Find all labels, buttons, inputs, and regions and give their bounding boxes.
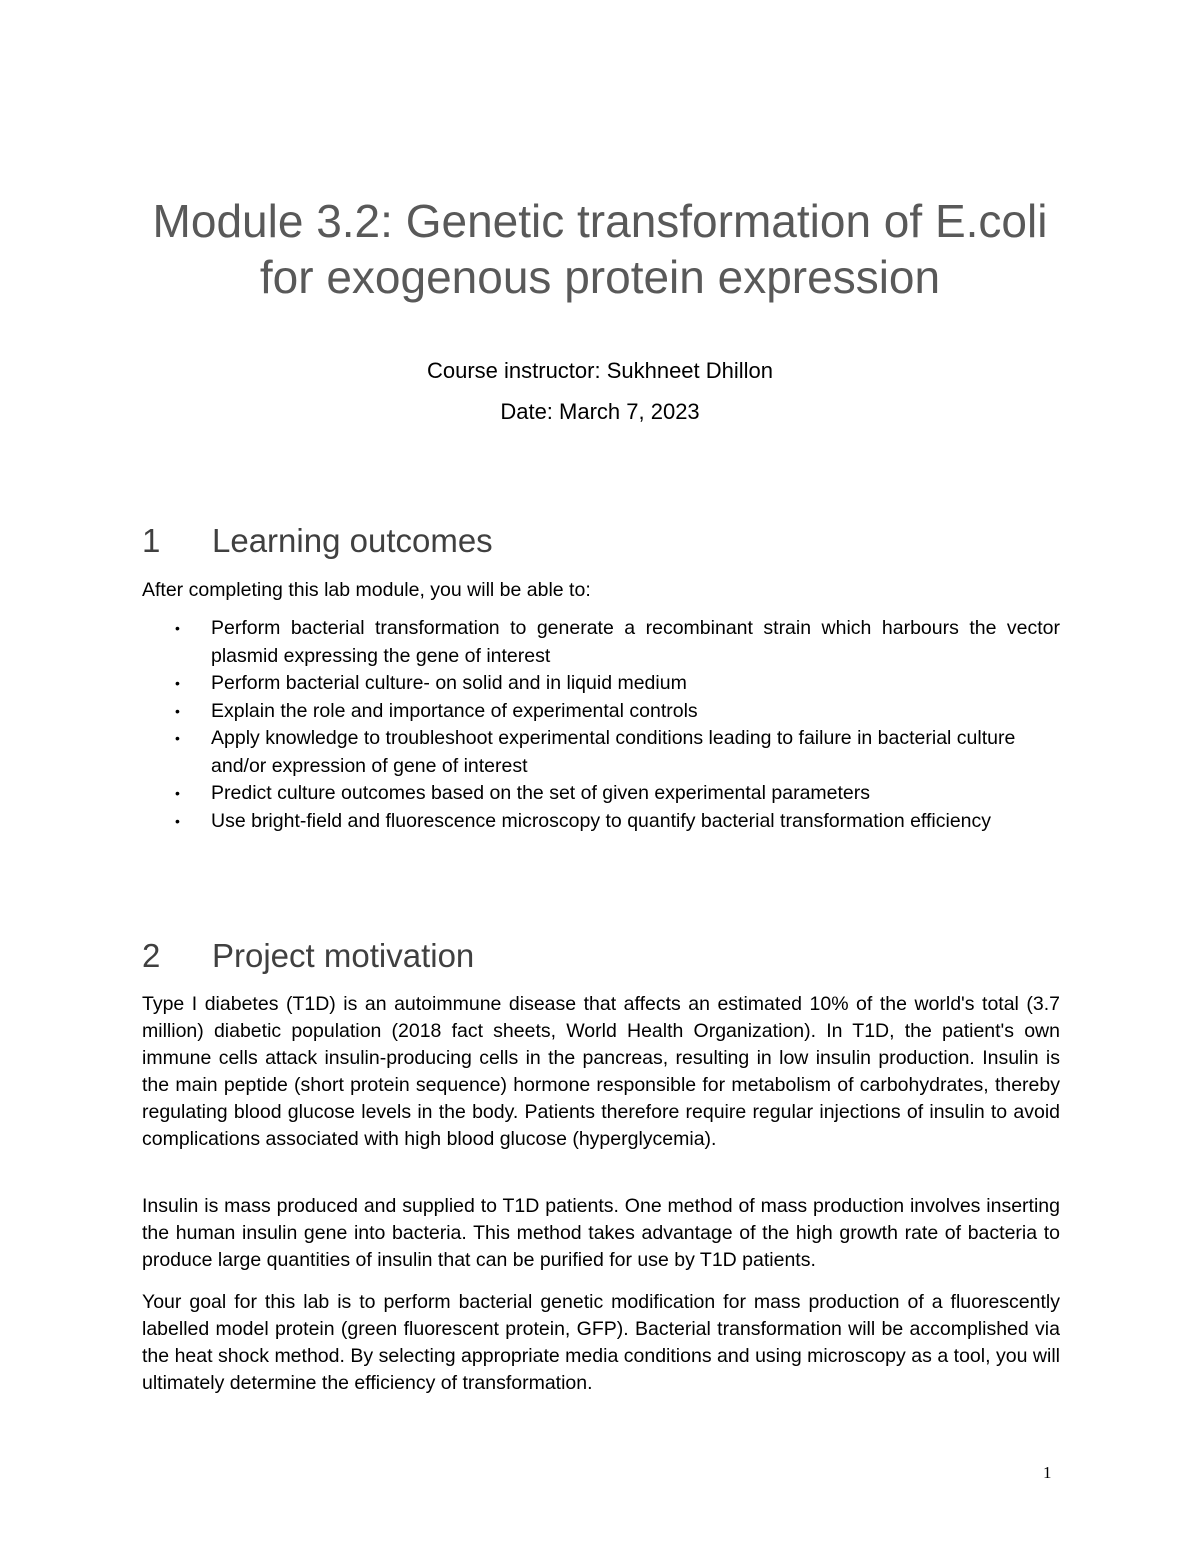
paragraph-lab-goal: Your goal for this lab is to perform bacterial genetic modification for mass production of a fluorescently labelled model protein (green fluorescent protein, GFP). Bacterial transformation will be accomplished via the heat shock method. By selecting appropriate media conditions and using microscopy as a tool, you will ultimately determine the efficiency of transformation. [142, 1291, 1060, 1394]
bullet-icon: • [175, 812, 180, 829]
section-title: Project motivation [212, 937, 475, 974]
list-item-text: Explain the role and importance of experimental controls [211, 699, 698, 722]
document-title [100, 193, 1100, 305]
section-title: Learning outcomes [212, 522, 493, 559]
title-line-1: Module 3.2: Genetic transformation of E.coli [152, 195, 1048, 247]
bullet-icon: • [175, 730, 180, 746]
section-heading-project-motivation [142, 936, 474, 976]
section-heading-learning-outcomes [142, 521, 493, 561]
list-item-text: Use bright-field and fluorescence microscopy to quantify bacterial transformation efficiency [211, 809, 992, 832]
paragraph-t1d: Type I diabetes (T1D) is an autoimmune disease that affects an estimated 10% of the world's total (3.7 million) diabetic population (2018 fact sheets, World Health Organization). In T1D, the patient's own immune cells attack insulin-producing cells in the pancreas, resulting in low insulin production. Insulin is the main peptide (short protein sequence) hormone responsible for metabolism of carbohydrates, thereby regulating blood glucose levels in the body. Patients therefore require regular injections of insulin to avoid complications associated with high blood glucose (hyperglycemia). [142, 993, 1060, 1150]
outcomes-list [142, 615, 1060, 835]
list-item [142, 808, 1060, 836]
list-item [142, 615, 1060, 670]
list-item [142, 698, 1060, 726]
list-item-text: Perform bacterial culture- on solid and in liquid medium [211, 672, 687, 694]
bullet-icon: • [175, 620, 180, 636]
section-number: 1 [142, 522, 161, 559]
section-number: 2 [142, 937, 161, 974]
list-item [142, 670, 1060, 698]
list-item [142, 725, 1060, 780]
list-item-text: Predict culture outcomes based on the set of given experimental parameters [211, 782, 871, 804]
list-item [142, 780, 1060, 808]
bullet-icon: • [175, 702, 180, 719]
bullet-icon: • [175, 675, 180, 691]
page-number: 1 [1043, 1463, 1052, 1482]
title-line-2: for exogenous protein expression [259, 251, 941, 303]
list-item-text: Apply knowledge to troubleshoot experimental conditions leading to failure in bacterial culture and/or expression of gene of interest [211, 727, 1016, 777]
document-date: Date: March 7, 2023 [500, 399, 700, 424]
bullet-icon: • [175, 785, 180, 801]
course-instructor: Course instructor: Sukhneet Dhillon [426, 358, 774, 383]
outcomes-intro: After completing this lab module, you will be able to: [142, 579, 591, 601]
list-item-text: Perform bacterial transformation to generate a recombinant strain which harbours the vector plasmid expressing the gene of interest [211, 617, 1060, 667]
paragraph-insulin-production: Insulin is mass produced and supplied to T1D patients. One method of mass production involves inserting the human insulin gene into bacteria. This method takes advantage of the high growth rate of bacteria to produce large quantities of insulin that can be purified for use by T1D patients. [142, 1195, 1060, 1271]
